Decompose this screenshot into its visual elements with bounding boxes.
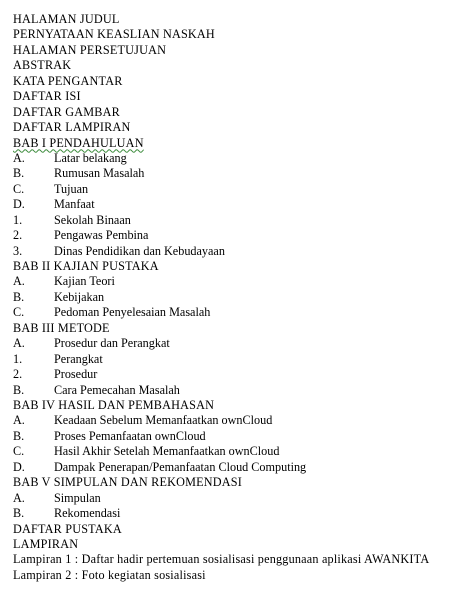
toc-item-number: B. — [13, 166, 25, 181]
toc-item-number: D. — [13, 459, 25, 474]
toc-heading — [13, 568, 206, 583]
toc-heading-text: DAFTAR LAMPIRAN — [13, 120, 131, 135]
toc-heading — [13, 27, 215, 42]
toc-item-text: Keadaan Sebelum Memanfaatkan ownCloud — [54, 413, 273, 428]
toc-item-text: Tujuan — [54, 181, 89, 196]
toc-heading — [13, 537, 78, 552]
toc-item-number: B. — [13, 382, 25, 397]
toc-item-text: Latar belakang — [54, 150, 127, 165]
toc-heading-text: HALAMAN PERSETUJUAN — [13, 42, 167, 57]
toc-item-text: Simpulan — [54, 490, 101, 505]
toc-heading — [13, 105, 120, 120]
toc-item-number: A. — [13, 336, 25, 351]
toc-item-text: Perangkat — [54, 351, 103, 366]
toc-item-text: Rekomendasi — [54, 506, 121, 521]
toc-heading-text: BAB III METODE — [13, 320, 110, 335]
toc-heading-text: DAFTAR GAMBAR — [13, 104, 120, 119]
toc-heading-text: BAB I PENDAHULUAN — [13, 135, 144, 150]
toc-heading-text: DAFTAR ISI — [13, 89, 81, 104]
toc-item-number: B. — [13, 506, 25, 521]
toc-item-text: Kebijakan — [54, 289, 105, 304]
toc-heading-text: KATA PENGANTAR — [13, 73, 123, 88]
toc-heading-text: BAB II KAJIAN PUSTAKA — [13, 259, 159, 274]
toc-item-number: C. — [13, 305, 25, 320]
toc-heading-text: DAFTAR PUSTAKA — [13, 521, 122, 536]
toc-item-text: Dinas Pendidikan dan Kebudayaan — [54, 243, 225, 258]
toc-item-text: Sekolah Binaan — [54, 212, 131, 227]
toc-heading — [13, 120, 130, 135]
toc-item-text: Pedoman Penyelesaian Masalah — [54, 305, 211, 320]
toc-item-text: Dampak Penerapan/Pemanfaatan Cloud Computing — [54, 459, 307, 474]
toc-heading — [13, 74, 123, 89]
toc-item-text: Kajian Teori — [54, 274, 115, 289]
toc-item-number: A. — [13, 413, 25, 428]
toc-item-number: A. — [13, 490, 25, 505]
toc-item-number: C. — [13, 444, 25, 459]
toc-item-text: Prosedur — [54, 367, 98, 382]
toc-item-text: Hasil Akhir Setelah Memanfaatkan ownCloud — [54, 444, 280, 459]
toc-heading-text: BAB IV HASIL DAN PEMBAHASAN — [13, 398, 215, 412]
toc-heading — [13, 552, 429, 567]
toc-heading — [13, 259, 159, 274]
toc-item-number: B. — [13, 428, 25, 443]
toc-heading — [13, 12, 120, 27]
toc-item-number: C. — [13, 181, 25, 196]
toc-item-number: 3. — [13, 243, 23, 258]
toc-heading-text: LAMPIRAN — [13, 536, 79, 551]
toc-heading — [13, 136, 144, 151]
toc-heading — [13, 398, 214, 413]
toc-heading-text: Lampiran 2 : Foto kegiatan sosialisasi — [13, 567, 206, 582]
toc-heading-text: HALAMAN JUDUL — [13, 12, 120, 26]
toc-item-text: Manfaat — [54, 197, 95, 212]
toc-heading — [13, 475, 242, 490]
toc-heading — [13, 58, 71, 73]
toc-item-number: A. — [13, 274, 25, 289]
toc-heading — [13, 522, 122, 537]
toc-item-text: Pengawas Pembina — [54, 228, 149, 243]
toc-heading-text: Lampiran 1 : Daftar hadir pertemuan sosialisasi penggunaan aplikasi AWANKITA — [13, 552, 430, 567]
toc-item-text: Cara Pemecahan Masalah — [54, 382, 180, 397]
toc-item-text: Proses Pemanfaatan ownCloud — [54, 428, 206, 443]
toc-item-number: 2. — [13, 228, 23, 243]
toc-heading-text: BAB V SIMPULAN DAN REKOMENDASI — [13, 475, 243, 490]
toc-heading-text: ABSTRAK — [13, 58, 72, 73]
toc-heading — [13, 43, 166, 58]
toc-item-text: Prosedur dan Perangkat — [54, 336, 170, 351]
toc-item-number: 2. — [13, 367, 23, 382]
toc-heading — [13, 89, 81, 104]
toc-item-number: B. — [13, 289, 25, 304]
toc-item-number: 1. — [13, 212, 23, 227]
toc-heading — [13, 321, 110, 336]
toc-item-number: D. — [13, 197, 25, 212]
toc-item-number: 1. — [13, 351, 23, 366]
toc-item-text: Rumusan Masalah — [54, 166, 145, 181]
toc-item-number: A. — [13, 150, 25, 165]
toc-heading-text: PERNYATAAN KEASLIAN NASKAH — [13, 27, 215, 42]
